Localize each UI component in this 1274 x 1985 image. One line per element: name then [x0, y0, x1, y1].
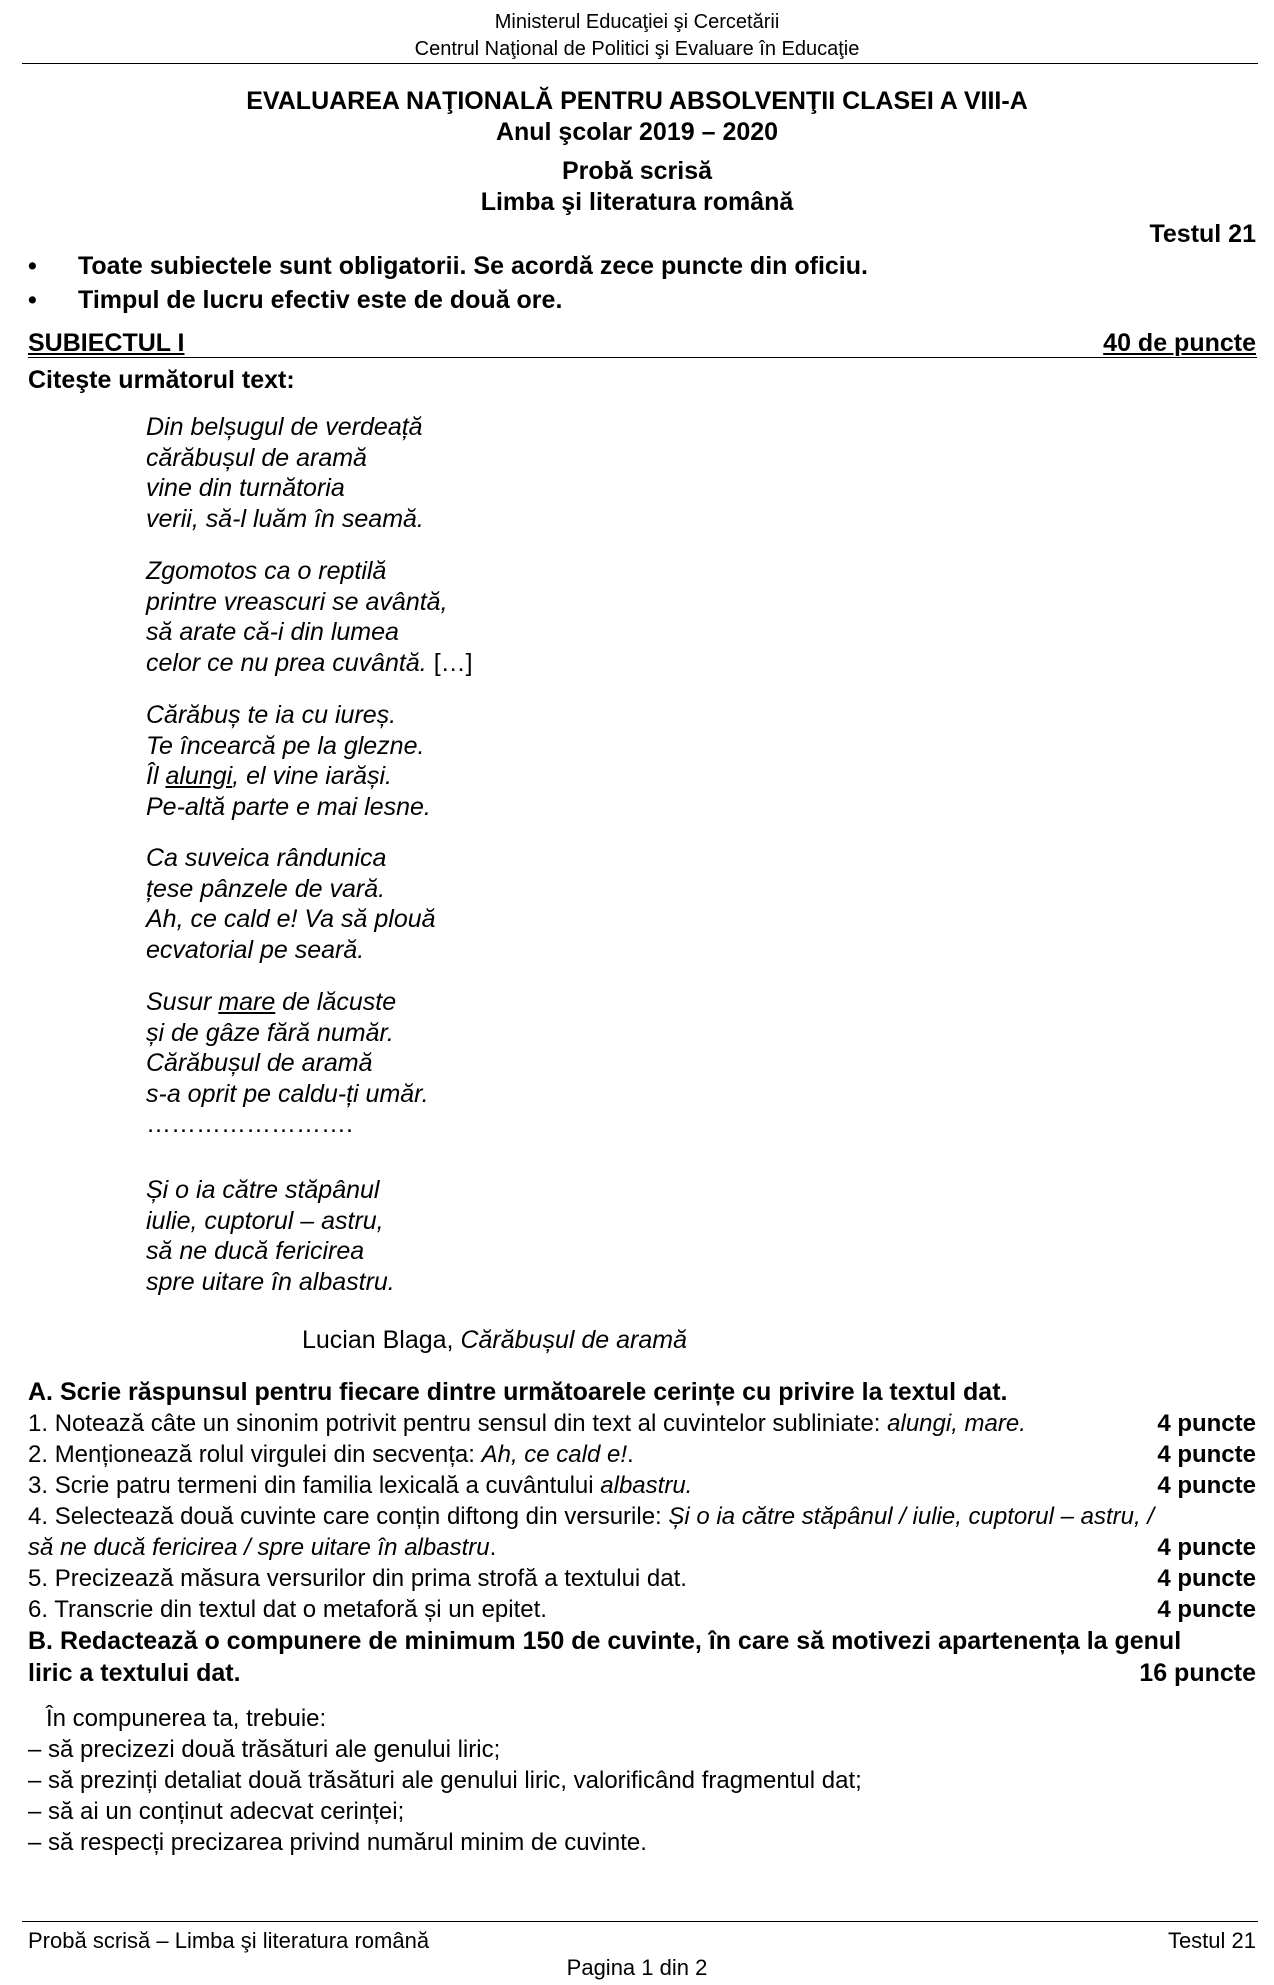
requirement-item: – să prezinți detaliat două trăsături ale genului liric, valorificând fragmentul dat;	[28, 1767, 862, 1794]
poem-stanza-4: Ca suveica rândunica țese pânzele de vară. Ah, ce cald e! Va să plouă ecvatorial pe seară.	[146, 844, 436, 964]
task-1: 1. Notează câte un sinonim potrivit pentru sensul din text al cuvintelor subliniate: alungi, mare. 4 puncte	[28, 1410, 1256, 1437]
part-b	[28, 1625, 1256, 1858]
poem-stanza-5: Susur mare de lăcuste și de gâze fără număr. Cărăbușul de aramă s-a oprit pe caldu-ți umăr. …………………….	[146, 988, 429, 1138]
poem-stanza-2: Zgomotos ca o reptilă printre vreascuri se avântă, să arate că-i din lumea celor ce nu prea cuvântă. […]	[146, 557, 473, 677]
footer-right: Testul 21	[1167, 1928, 1256, 1953]
poem-stanza-3: Cărăbuș te ia cu iureș. Te încearcă pe la glezne. Îl alungi, el vine iarăși. Pe-altă parte e mai lesne.	[146, 701, 431, 821]
list-item: • Timpul de lucru efectiv este de două ore.	[28, 286, 563, 314]
task-6: 6. Transcrie din textul dat o metaforă și un epitet. 4 puncte	[28, 1596, 1256, 1623]
poem-stanza-1: Din belșugul de verdeață cărăbușul de aramă vine din turnătoria verii, să-l luăm în seamă.	[146, 413, 424, 533]
poem-attribution: Lucian Blaga, Cărăbușul de aramă	[302, 1326, 687, 1354]
ministry-name: Ministerul Educaţiei şi Cercetării	[494, 11, 780, 33]
underlined-word: mare	[218, 988, 276, 1016]
subject-name: Limba şi literatura română	[480, 188, 794, 216]
section-rule	[28, 357, 1257, 358]
center-name: Centrul Naţional de Politici şi Evaluare în Educaţie	[414, 38, 860, 60]
task-4: 4. Selectează două cuvinte care conțin diftong din versurile: Și o ia către stăpânul / iulie, cuptorul – astru, /	[28, 1503, 1154, 1530]
instructions-list	[28, 249, 868, 317]
part-b-title: B. Redactează o compunere de minimum 150 de cuvinte, în care să motivezi apartenența la genul	[28, 1627, 1182, 1655]
read-instruction: Citeşte următorul text:	[28, 366, 295, 394]
task-4-continued: să ne ducă fericirea / spre uitare în albastru. 4 puncte	[28, 1534, 1256, 1561]
poem-stanza-6: Și o ia către stăpânul iulie, cuptorul – astru, să ne ducă fericirea spre uitare în albastru.	[146, 1176, 395, 1296]
section-points: 40 de puncte	[1103, 329, 1256, 357]
requirement-item: – să respecți precizarea privind numărul minim de cuvinte.	[28, 1829, 647, 1856]
footer-rule	[22, 1921, 1258, 1922]
test-number: Testul 21	[1149, 220, 1256, 248]
section-title: SUBIECTUL I	[28, 329, 185, 357]
requirement-item: – să precizezi două trăsături ale genului liric;	[28, 1736, 501, 1763]
requirement-item: – să ai un conținut adecvat cerinței;	[28, 1798, 405, 1825]
header-rule	[22, 63, 1258, 64]
exam-type: Probă scrisă	[561, 157, 713, 185]
part-a	[28, 1377, 1256, 1625]
part-a-title: A. Scrie răspunsul pentru fiecare dintre următoarele cerințe cu privire la textul dat.	[28, 1378, 1008, 1406]
part-b-title-continued: liric a textului dat. 16 puncte	[28, 1659, 1256, 1687]
task-2: 2. Menționează rolul virgulei din secvența: Ah, ce cald e!. 4 puncte	[28, 1441, 1256, 1468]
requirements-intro: În compunerea ta, trebuie:	[46, 1705, 327, 1732]
page-number: Pagina 1 din 2	[566, 1955, 708, 1980]
task-3: 3. Scrie patru termeni din familia lexicală a cuvântului albastru. 4 puncte	[28, 1472, 1256, 1499]
footer-left: Probă scrisă – Limba şi literatura română	[28, 1928, 430, 1953]
school-year: Anul şcolar 2019 – 2020	[495, 118, 779, 146]
exam-title: EVALUAREA NAŢIONALĂ PENTRU ABSOLVENŢII CLASEI A VIII-A	[246, 87, 1028, 115]
list-item: • Toate subiectele sunt obligatorii. Se acordă zece puncte din oficiu.	[28, 252, 868, 280]
underlined-word: alungi	[165, 762, 233, 790]
task-5: 5. Precizează măsura versurilor din prima strofă a textului dat. 4 puncte	[28, 1565, 1256, 1592]
